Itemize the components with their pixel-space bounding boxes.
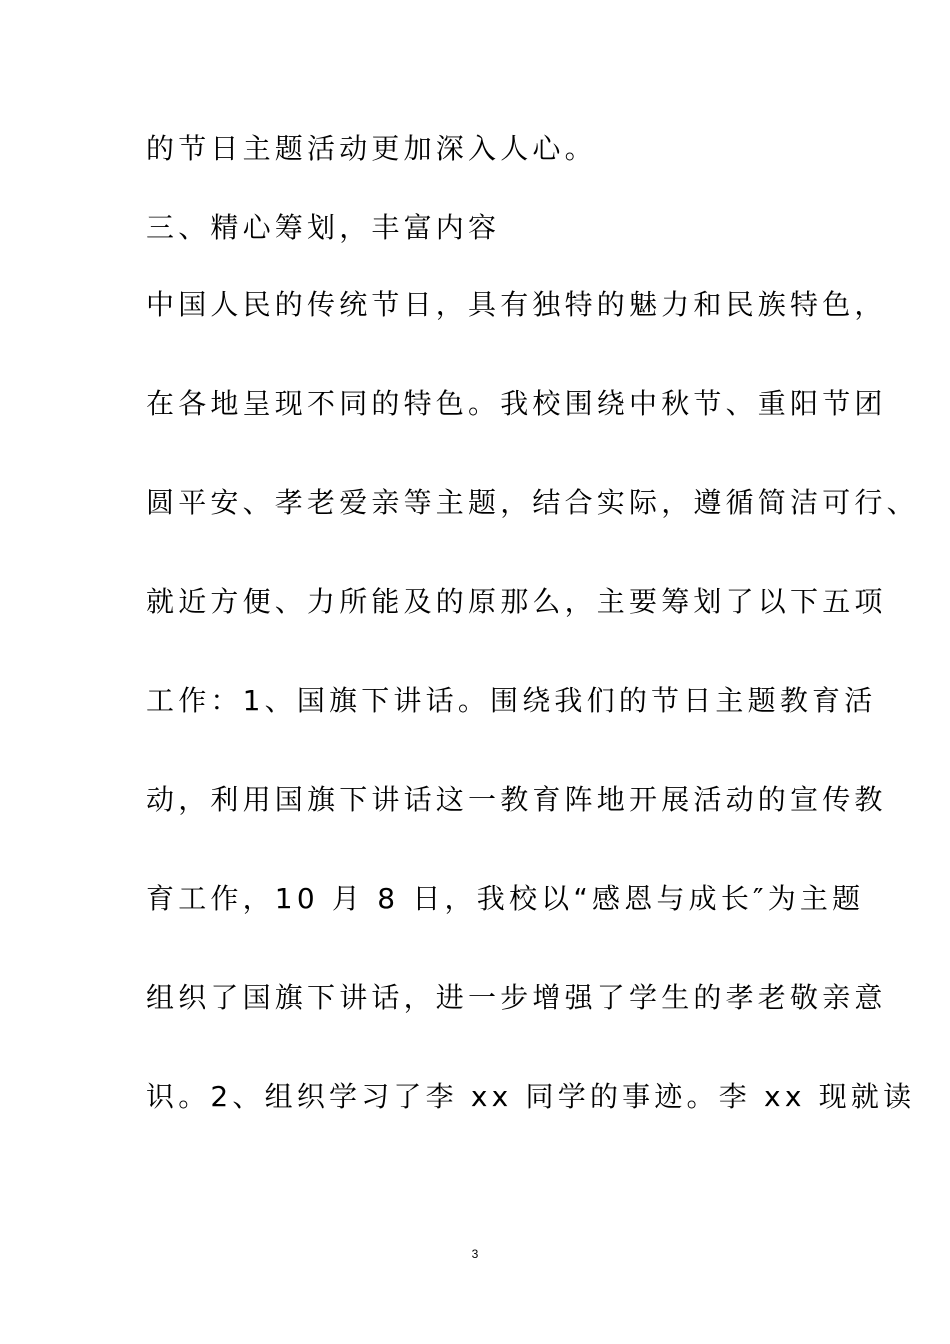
paragraph-line: 就近方便、力所能及的原那么，主要筹划了以下五项 — [146, 585, 887, 618]
paragraph-line: 动，利用国旗下讲话这一教育阵地开展活动的宣传教 — [146, 783, 887, 816]
paragraph-line: 识。2、组织学习了李 xx 同学的事迹。李 xx 现就读 — [146, 1080, 916, 1113]
page-number: 3 — [471, 1247, 479, 1261]
paragraph-line: 育工作，10 月 8 日，我校以“感恩与成长″为主题 — [146, 882, 865, 915]
paragraph-line: 工作：1、国旗下讲话。围绕我们的节日主题教育活 — [146, 684, 877, 717]
paragraph-line: 组织了国旗下讲话，进一步增强了学生的孝老敬亲意 — [146, 981, 887, 1014]
paragraph-line: 圆平安、孝老爱亲等主题，结合实际，遵循简洁可行、 — [146, 486, 919, 519]
paragraph-line: 的节日主题活动更加深入人心。 — [146, 132, 597, 165]
paragraph-line: 在各地呈现不同的特色。我校围绕中秋节、重阳节团 — [146, 387, 887, 420]
paragraph-line: 中国人民的传统节日，具有独特的魅力和民族特色， — [146, 288, 887, 321]
section-heading: 三、精心筹划，丰富内容 — [146, 211, 501, 244]
